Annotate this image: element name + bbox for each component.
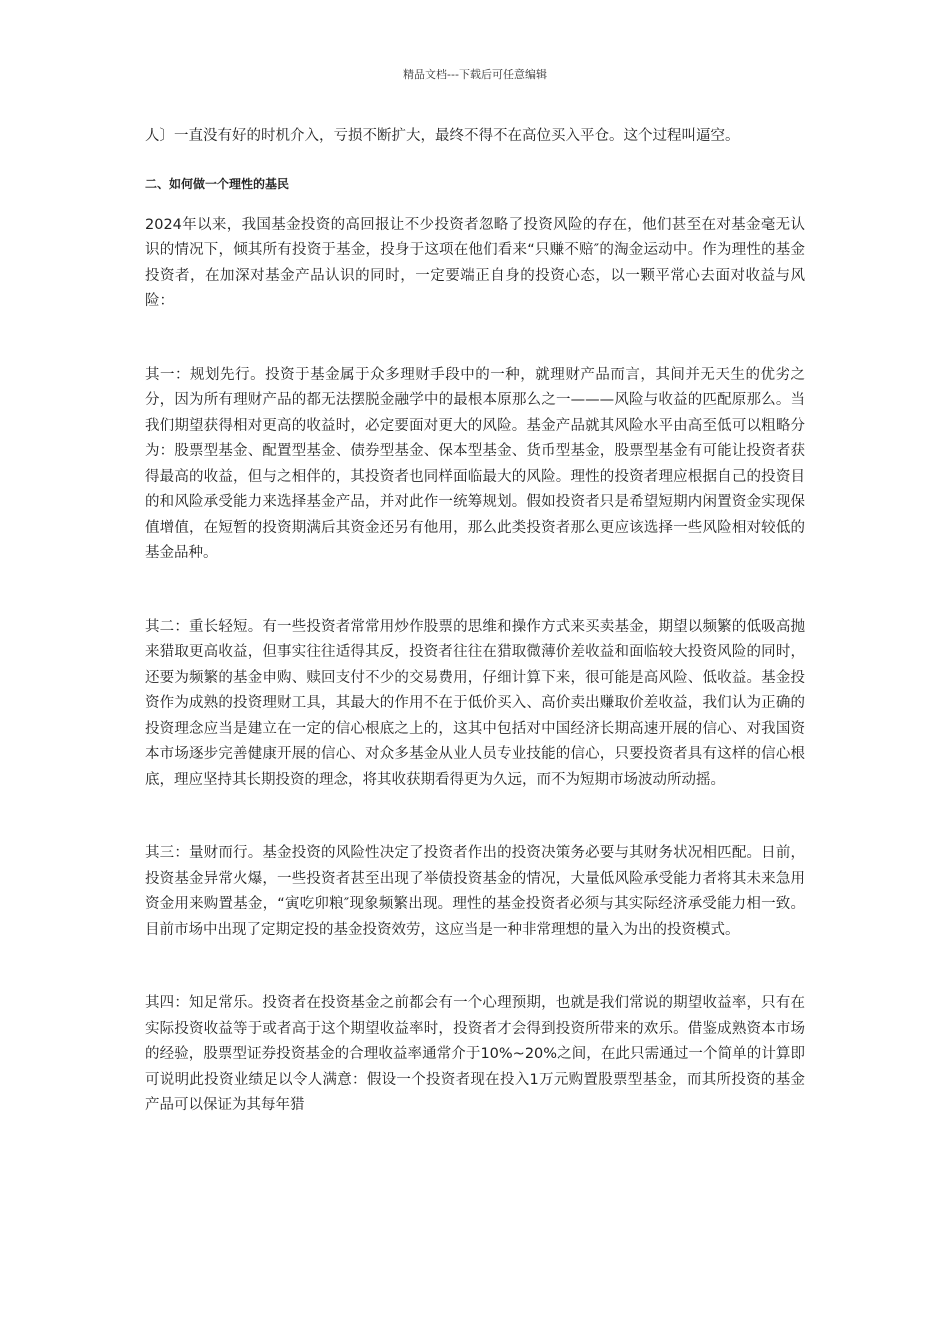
section-heading: 二、如何做一个理性的基民 xyxy=(145,176,290,191)
paragraph-continuation: 人〕一直没有好的时机介入，亏损不断扩大，最终不得不在高位买入平仓。这个过程叫逼空。 xyxy=(145,128,740,144)
paragraph-point-4: 其四：知足常乐。投资者在投资基金之前都会有一个心理预期，也就是我们常说的期望收益率，只有在实际投资收益等于或者高于这个期望收益率时，投资者才会得到投资所带来的欢乐。借鉴成熟资本市场的经验，股票型证券投资基金的合理收益率通常介于10%~20%之间，在此只需通过一个简单的计算即可说明此投资业绩足以令人满意：假设一个投资者现在投入1万元购置股票型基金，而其所投资的基金产品可以保证为其每年猎 xyxy=(145,995,805,1113)
document-body xyxy=(145,124,805,1119)
paragraph-intro: 2024年以来，我国基金投资的高回报让不少投资者忽略了投资风险的存在，他们甚至在对基金毫无认识的情况下，倾其所有投资于基金，投身于这项在他们看来“只赚不赔″的淘金运动中。作为理性的基金投资者，在加深对基金产品认识的同时，一定要端正自身的投资心态，以一颗平常心去面对收益与风险： xyxy=(145,216,805,309)
paragraph-point-3: 其三：量财而行。基金投资的风险性决定了投资者作出的投资决策务必要与其财务状况相匹配。日前，投资基金异常火爆，一些投资者甚至出现了举债投资基金的情况，大量低风险承受能力者将其未来急用资金用来购置基金，“寅吃卯粮″现象频繁出现。理性的基金投资者必须与其实际经济承受能力相一致。目前市场中出现了定期定投的基金投资效劳，这应当是一种非常理想的量入为出的投资模式。 xyxy=(145,845,805,938)
page-header: 精品文档---下载后可任意编辑 xyxy=(403,68,547,81)
paragraph-point-1: 其一：规划先行。投资于基金属于众多理财手段中的一种，就理财产品而言，其间并无天生的优劣之分，因为所有理财产品的都无法摆脱金融学中的最根本原那么之一———风险与收益的匹配原那么。当我们期望获得相对更高的收益时，必定要面对更大的风险。基金产品就其风险水平由高至低可以粗略分为：股票型基金、配置型基金、债券型基金、保本型基金、货币型基金，股票型基金有可能让投资者获得最高的收益，但与之相伴的，其投资者也同样面临最大的风险。理性的投资者理应根据自己的投资目的和风险承受能力来选择基金产品，并对此作一统筹规划。假如投资者只是希望短期内闲置资金实现保值增值，在短暂的投资期满后其资金还另有他用，那么此类投资者那么更应该选择一些风险相对较低的基金品种。 xyxy=(145,366,805,561)
paragraph-point-2: 其二：重长轻短。有一些投资者常常用炒作股票的思维和操作方式来买卖基金，期望以频繁的低吸高抛来猎取更高收益，但事实往往适得其反，投资者往往在猎取微薄价差收益和面临较大投资风险的同时，还要为频繁的基金申购、赎回支付不少的交易费用，仔细计算下来，很可能是高风险、低收益。基金投资作为成熟的投资理财工具，其最大的作用不在于低价买入、高价卖出赚取价差收益，我们认为正确的投资理念应当是建立在一定的信心根底之上的，这其中包括对中国经济长期高速开展的信心、对我国资本市场逐步完善健康开展的信心、对众多基金从业人员专业技能的信心，只要投资者具有这样的信心根底，理应坚持其长期投资的理念，将其收获期看得更为久远，而不为短期市场波动所动摇。 xyxy=(145,618,805,788)
